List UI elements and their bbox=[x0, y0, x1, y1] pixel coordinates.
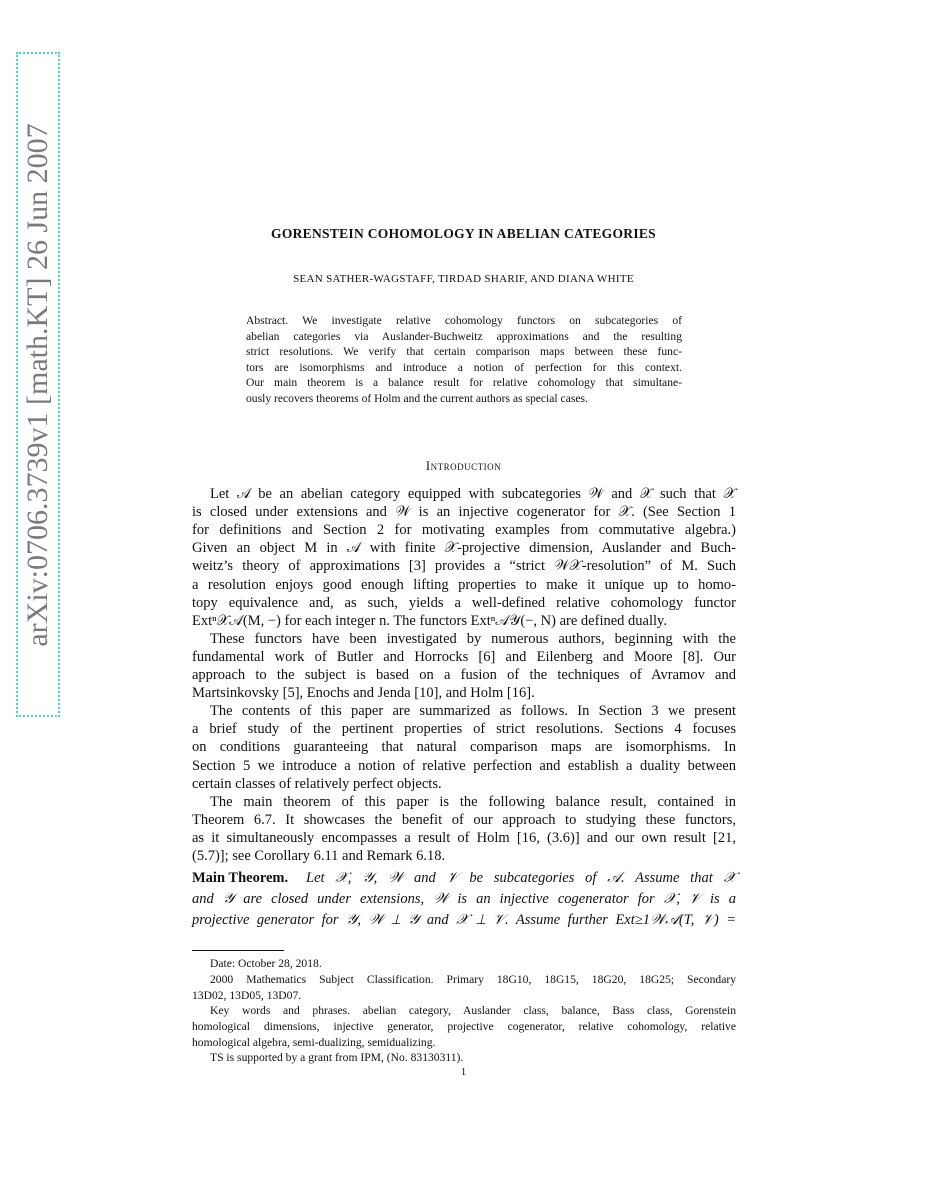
theorem-label: Main Theorem. bbox=[192, 870, 289, 886]
abstract-line: Abstract. We investigate relative cohomology functors on subcategories of bbox=[246, 314, 682, 327]
footnote-line: Key words and phrases. abelian category, Auslander class, balance, Bass class, Gorenstein bbox=[210, 1004, 736, 1017]
arxiv-stamp-text: arXiv:0706.3739v1 [math.KT] 26 Jun 2007 bbox=[21, 122, 54, 647]
footnote-line: 13D02, 13D05, 13D07. bbox=[192, 988, 302, 1002]
section-heading: Introduction bbox=[425, 459, 502, 473]
body-line: Martsinkovsky [5], Enochs and Jenda [10], and Holm [16]. bbox=[192, 685, 535, 702]
footnote-line: Date: October 28, 2018. bbox=[210, 957, 322, 970]
footnote-rule bbox=[192, 950, 284, 951]
theorem-line: Let 𝒳, 𝒴, 𝒲 and 𝒱 be subcategories of 𝒜. Assume that 𝒳 bbox=[306, 870, 736, 886]
body-line: on conditions guaranteeing that natural comparison maps are isomorphisms. In bbox=[192, 739, 736, 756]
body-line: weitz’s theory of approximations [3] provides a “strict 𝒲𝒳-resolution” of M. Such bbox=[192, 558, 736, 575]
abstract-line: abelian categories via Auslander-Buchweitz approximations and the resulting bbox=[246, 329, 682, 343]
theorem-line: projective generator for 𝒴, 𝒲 ⊥ 𝒴 and 𝒳 ⊥ 𝒱. Assume further Ext≥1𝒲𝒜(T, 𝒱) = bbox=[192, 912, 736, 928]
body-line: Theorem 6.7. It showcases the benefit of our approach to studying these functors, bbox=[192, 811, 736, 828]
body-line: for definitions and Section 2 for motivating examples from commutative algebra.) bbox=[192, 522, 736, 539]
body-line: is closed under extensions and 𝒲 is an injective cogenerator for 𝒳. (See Section 1 bbox=[192, 504, 736, 521]
body-line: Extⁿ𝒳𝒜(M, −) for each integer n. The functors Extⁿ𝒜𝒴(−, N) are defined dually. bbox=[192, 612, 667, 629]
footnote-line: homological dimensions, injective generator, projective cogenerator, relative cohomology, relative bbox=[192, 1020, 736, 1033]
theorem-line: and 𝒴 are closed under extensions, 𝒲 is an injective cogenerator for 𝒳, 𝒱 is a bbox=[192, 891, 736, 907]
body-line: Section 5 we introduce a notion of relative perfection and establish a duality between bbox=[192, 757, 736, 774]
abstract-line: Our main theorem is a balance result for relative cohomology that simultane- bbox=[246, 376, 682, 389]
body-line: a resolution enjoys good enough lifting properties to make it unique up to homo- bbox=[192, 576, 736, 593]
paper-title: GORENSTEIN COHOMOLOGY IN ABELIAN CATEGORIES bbox=[271, 226, 656, 241]
body-line: a brief study of the pertinent properties of strict resolutions. Sections 4 focuses bbox=[192, 721, 736, 738]
body-line: Let 𝒜 be an abelian category equipped with subcategories 𝒲 and 𝒳 such that 𝒳 bbox=[210, 486, 736, 502]
footnote-line: 2000 Mathematics Subject Classification. Primary 18G10, 18G15, 18G20, 18G25; Secondary bbox=[210, 973, 736, 986]
body-line: The contents of this paper are summarized as follows. In Section 3 we present bbox=[210, 703, 736, 720]
arxiv-stamp bbox=[16, 52, 60, 717]
footnote-line: TS is supported by a grant from IPM, (No. 83130311). bbox=[210, 1051, 464, 1064]
body-line: certain classes of relatively perfect objects. bbox=[192, 775, 442, 792]
abstract-line: tors are isomorphisms and introduce a notion of perfection for this context. bbox=[246, 360, 682, 374]
page-number: 1 bbox=[460, 1066, 467, 1078]
abstract-line: strict resolutions. We verify that certain comparison maps between these func- bbox=[246, 345, 682, 358]
body-line: Given an object M in 𝒜 with finite 𝒳-projective dimension, Auslander and Buch- bbox=[192, 540, 736, 557]
body-line: The main theorem of this paper is the following balance result, contained in bbox=[210, 793, 736, 810]
body-line: approach to the subject is based on a fusion of the techniques of Avramov and bbox=[192, 667, 736, 683]
abstract-line: ously recovers theorems of Holm and the current authors as special cases. bbox=[246, 391, 588, 405]
body-line: as it simultaneously encompasses a result of Holm [16, (3.6)] and our own result [21, bbox=[192, 829, 736, 846]
body-line: (5.7)]; see Corollary 6.11 and Remark 6.18. bbox=[192, 848, 446, 864]
authors: SEAN SATHER-WAGSTAFF, TIRDAD SHARIF, AND DIANA WHITE bbox=[293, 273, 634, 285]
body-line: These functors have been investigated by numerous authors, beginning with the bbox=[210, 630, 736, 647]
footnote-line: homological algebra, semi-dualizing, semidualizing. bbox=[192, 1035, 436, 1049]
body-line: topy equivalence and, as such, yields a well-defined relative cohomology functor bbox=[192, 594, 736, 611]
body-line: fundamental work of Butler and Horrocks [6] and Eilenberg and Moore [8]. Our bbox=[192, 648, 736, 665]
